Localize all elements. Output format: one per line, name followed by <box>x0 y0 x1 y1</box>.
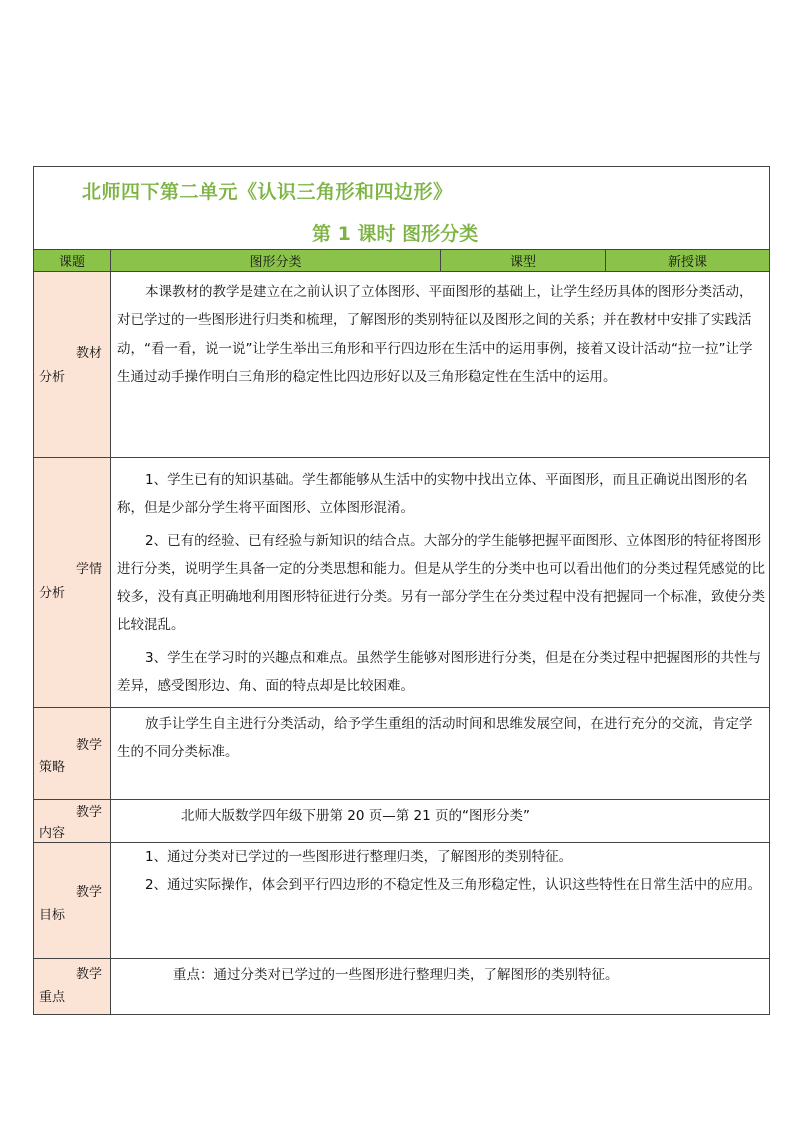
strategy-label: 教学 策略 <box>34 708 111 800</box>
content-content: 北师大版数学四年级下册第 20 页—第 21 页的“图形分类” <box>111 800 770 843</box>
key-label: 教学 重点 <box>34 959 111 1015</box>
material-label: 教材 分析 <box>34 272 111 458</box>
material-row <box>34 272 770 458</box>
material-content: 本课教材的教学是建立在之前认识了立体图形、平面图形的基础上，让学生经历具体的图形分类活动，对已学过的一些图形进行归类和梳理，了解图形的类别特征以及图形之间的关系；并在教材中安排了实践活动，“看一看，说一说”让学生举出三角形和平行四边形在生活中的运用事例，接着又设计活动“拉一拉”让学生通过动手操作明白三角形的稳定性比四边形好以及三角形稳定性在生活中的运用。 <box>111 272 770 458</box>
goals-content: 1、通过分类对已学过的一些图形进行整理归类，了解图形的类别特征。 2、通过实际操作，体会到平行四边形的不稳定性及三角形稳定性，认识这些特性在日常生活中的应用。 <box>111 843 770 959</box>
type-value: 新授课 <box>606 250 770 272</box>
students-row <box>34 458 770 708</box>
topic-value: 图形分类 <box>111 250 441 272</box>
students-content: 1、学生已有的知识基础。学生都能够从生活中的实物中找出立体、平面图形，而且正确说出图形的名称，但是少部分学生将平面图形、立体图形混淆。 2、已有的经验、已有经验与新知识的结合点。大部分的学生能够把握平面图形、立体图形的特征将图形进行分类，说明学生具备一定的分类思想和能力。但是从学生的分类中也可以看出他们的分类过程凭感觉的比较多，没有真正明确地利用图形特征进行分类。另有一部分学生在分类过程中没有把握同一个标准，致使分类比较混乱。 3、学生在学习时的兴趣点和难点。虽然学生能够对图形进行分类，但是在分类过程中把握图形的共性与差异，感受图形边、角、面的特点却是比较困难。 <box>111 458 770 708</box>
lesson-plan-table <box>33 166 770 1015</box>
topic-label: 课题 <box>34 250 111 272</box>
header-row <box>34 250 770 272</box>
key-content: 重点：通过分类对已学过的一些图形进行整理归类，了解图形的类别特征。 <box>111 959 770 1015</box>
lesson-title: 第 1 课时 图形分类 <box>312 223 479 245</box>
students-label: 学情 分析 <box>34 458 111 708</box>
strategy-row <box>34 708 770 800</box>
content-row <box>34 800 770 843</box>
lesson-plan <box>33 166 769 1015</box>
content-label: 教学 内容 <box>34 800 111 843</box>
key-row <box>34 959 770 1015</box>
type-label: 课型 <box>441 250 606 272</box>
goals-label: 教学 目标 <box>34 843 111 959</box>
title-cell <box>34 167 770 250</box>
strategy-content: 放手让学生自主进行分类活动，给予学生重组的活动时间和思维发展空间，在进行充分的交流，肯定学生的不同分类标准。 <box>111 708 770 800</box>
unit-title: 北师四下第二单元《认识三角形和四边形》 <box>82 181 453 203</box>
goals-row <box>34 843 770 959</box>
